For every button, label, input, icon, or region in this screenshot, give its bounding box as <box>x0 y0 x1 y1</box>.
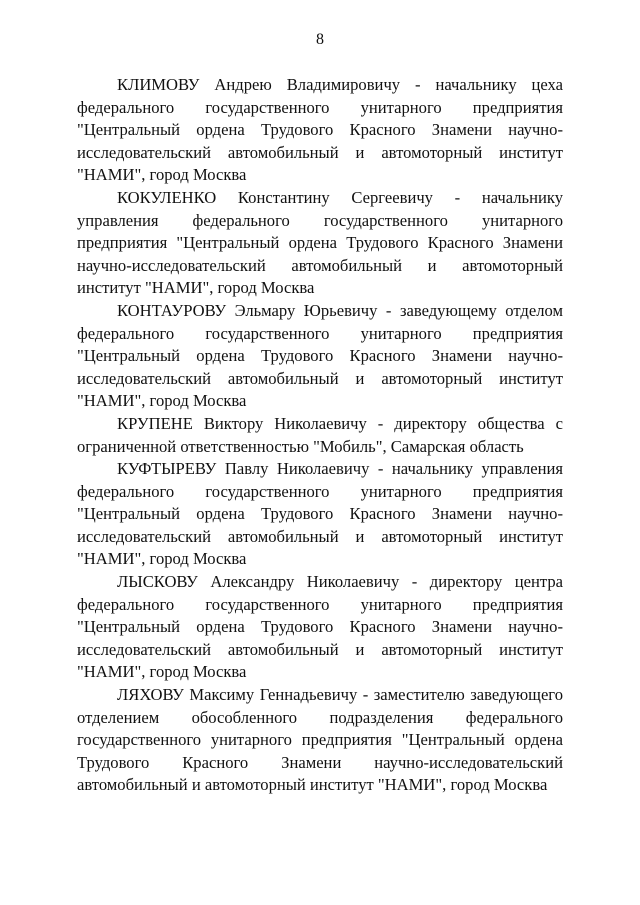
award-entry: ЛЫСКОВУ Александру Николаевичу - директору центра федерального государственного унитарного предприятия "Центральный ордена Трудового Красного Знамени научно-исследовательский автомобильный и автомоторный институт "НАМИ", город Москва <box>77 572 563 682</box>
award-entry: КУФТЫРЕВУ Павлу Николаевичу - начальнику управления федерального государственного унитарного предприятия "Центральный ордена Трудового Красного Знамени научно-исследовательский автомобильный и автомоторный институт "НАМИ", город Москва <box>77 459 563 569</box>
award-list <box>77 74 563 797</box>
page-number: 8 <box>316 31 324 48</box>
award-entry: ЛЯХОВУ Максиму Геннадьевичу - заместителю заведующего отделением обособленного подразделения федерального государственного унитарного предприятия "Центральный ордена Трудового Красного Знамени научно-исследовательский автомобильный и автомоторный институт "НАМИ", город Москва <box>77 685 563 795</box>
award-entry: КОКУЛЕНКО Константину Сергеевичу - начальнику управления федерального государственного унитарного предприятия "Центральный ордена Трудового Красного Знамени научно-исследовательский автомобильный и автомоторный институт "НАМИ", город Москва <box>77 187 563 298</box>
award-entry: КОНТАУРОВУ Эльмару Юрьевичу - заведующему отделом федерального государственного унитарного предприятия "Центральный ордена Трудового Красного Знамени научно-исследовательский автомобильный и автомоторный институт "НАМИ", город Москва <box>77 300 563 411</box>
award-entry: КЛИМОВУ Андрею Владимировичу - начальнику цеха федерального государственного унитарного предприятия "Центральный ордена Трудового Красного Знамени научно-исследовательский автомобильный и автомоторный институт "НАМИ", город Москва <box>77 75 563 185</box>
award-entry: КРУПЕНЕ Виктору Николаевичу - директору общества с ограниченной ответственностью "Мобиль", Самарская область <box>77 413 563 456</box>
